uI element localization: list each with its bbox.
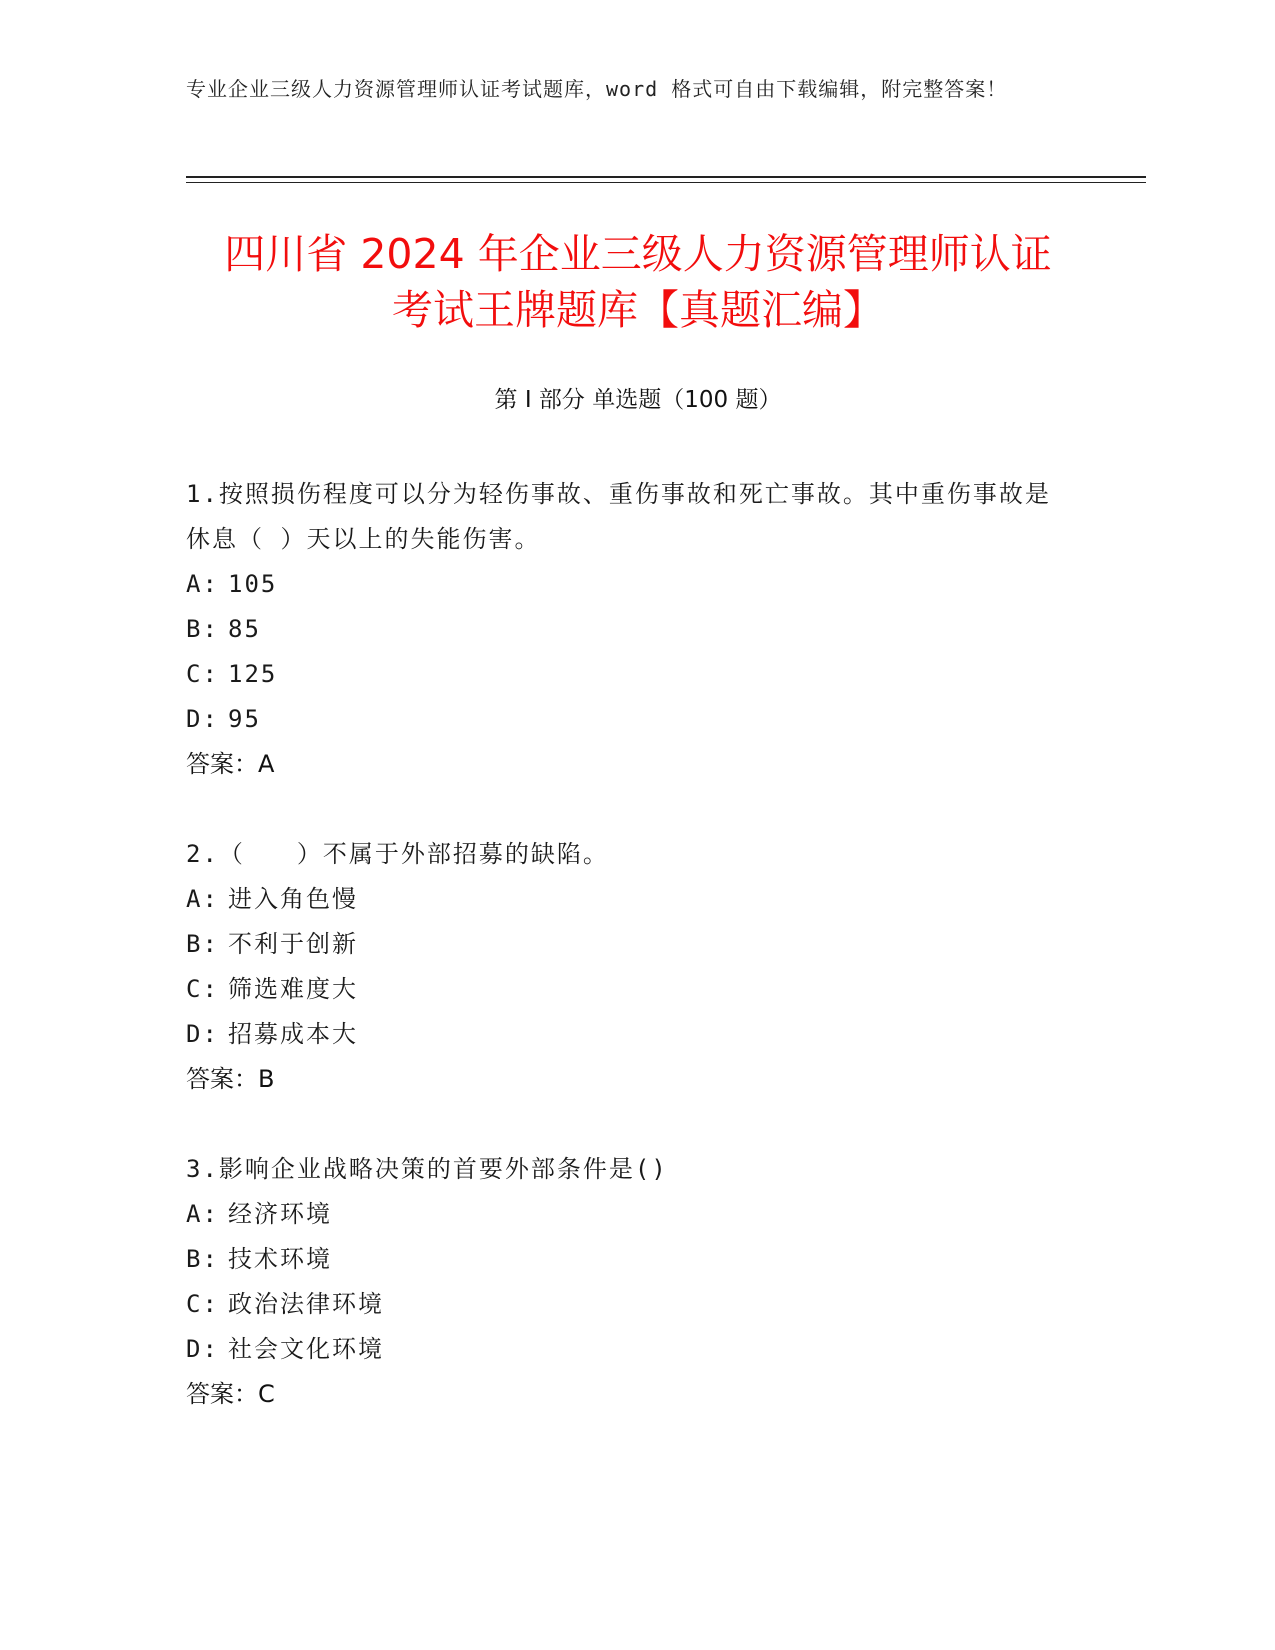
- question-2: [186, 832, 1066, 1102]
- option-letter: A:: [186, 570, 219, 598]
- header-rule-thin: [186, 182, 1146, 183]
- option-c: [186, 1282, 1066, 1327]
- option-a: [186, 877, 1066, 922]
- option-c: [186, 652, 1066, 697]
- option-text: 社会文化环境: [228, 1335, 384, 1363]
- answer-line: 答案：C: [186, 1380, 275, 1408]
- header-rule-thick: [186, 176, 1146, 178]
- option-letter: D:: [186, 705, 219, 733]
- header-note: 专业企业三级人力资源管理师认证考试题库，word 格式可自由下载编辑，附完整答案！: [186, 77, 1008, 101]
- option-text: 政治法律环境: [228, 1290, 384, 1318]
- question-spacer: [186, 787, 1066, 832]
- option-a: [186, 1192, 1066, 1237]
- option-b: [186, 922, 1066, 967]
- option-letter: A:: [186, 885, 219, 913]
- option-letter: B:: [186, 930, 219, 958]
- option-b: [186, 607, 1066, 652]
- option-letter: D:: [186, 1335, 219, 1363]
- option-text: 经济环境: [228, 1200, 332, 1228]
- question-stem: 1.按照损伤程度可以分为轻伤事故、重伤事故和死亡事故。其中重伤事故是休息（ ）天以上的失能伤害。: [186, 480, 1051, 553]
- option-text: 不利于创新: [228, 930, 358, 958]
- option-d: [186, 1327, 1066, 1372]
- question-1: [186, 472, 1066, 787]
- option-text: 技术环境: [228, 1245, 332, 1273]
- question-3: [186, 1147, 1066, 1417]
- option-letter: D:: [186, 1020, 219, 1048]
- answer-line: 答案：B: [186, 1065, 275, 1093]
- option-text: 招募成本大: [228, 1020, 358, 1048]
- option-d: [186, 1012, 1066, 1057]
- title-line-2: 考试王牌题库【真题汇编】: [392, 286, 884, 334]
- option-text: 95: [228, 705, 261, 733]
- option-letter: B:: [186, 615, 219, 643]
- option-text: 进入角色慢: [228, 885, 358, 913]
- option-text: 85: [228, 615, 261, 643]
- option-letter: B:: [186, 1245, 219, 1273]
- option-c: [186, 967, 1066, 1012]
- option-letter: C:: [186, 660, 219, 688]
- answer-line: 答案：A: [186, 750, 275, 778]
- document-title: [186, 226, 1090, 338]
- option-letter: C:: [186, 975, 219, 1003]
- option-letter: C:: [186, 1290, 219, 1318]
- option-d: [186, 697, 1066, 742]
- option-a: [186, 562, 1066, 607]
- question-spacer: [186, 1102, 1066, 1147]
- option-text: 筛选难度大: [228, 975, 358, 1003]
- question-list: [186, 472, 1066, 1417]
- option-text: 105: [228, 570, 278, 598]
- title-line-1: 四川省 2024 年企业三级人力资源管理师认证: [224, 230, 1052, 278]
- option-b: [186, 1237, 1066, 1282]
- question-stem: 3.影响企业战略决策的首要外部条件是(): [186, 1155, 668, 1183]
- section-heading: 第 I 部分 单选题（100 题）: [494, 387, 782, 413]
- option-letter: A:: [186, 1200, 219, 1228]
- option-text: 125: [228, 660, 278, 688]
- question-stem: 2.（ ）不属于外部招募的缺陷。: [186, 840, 609, 868]
